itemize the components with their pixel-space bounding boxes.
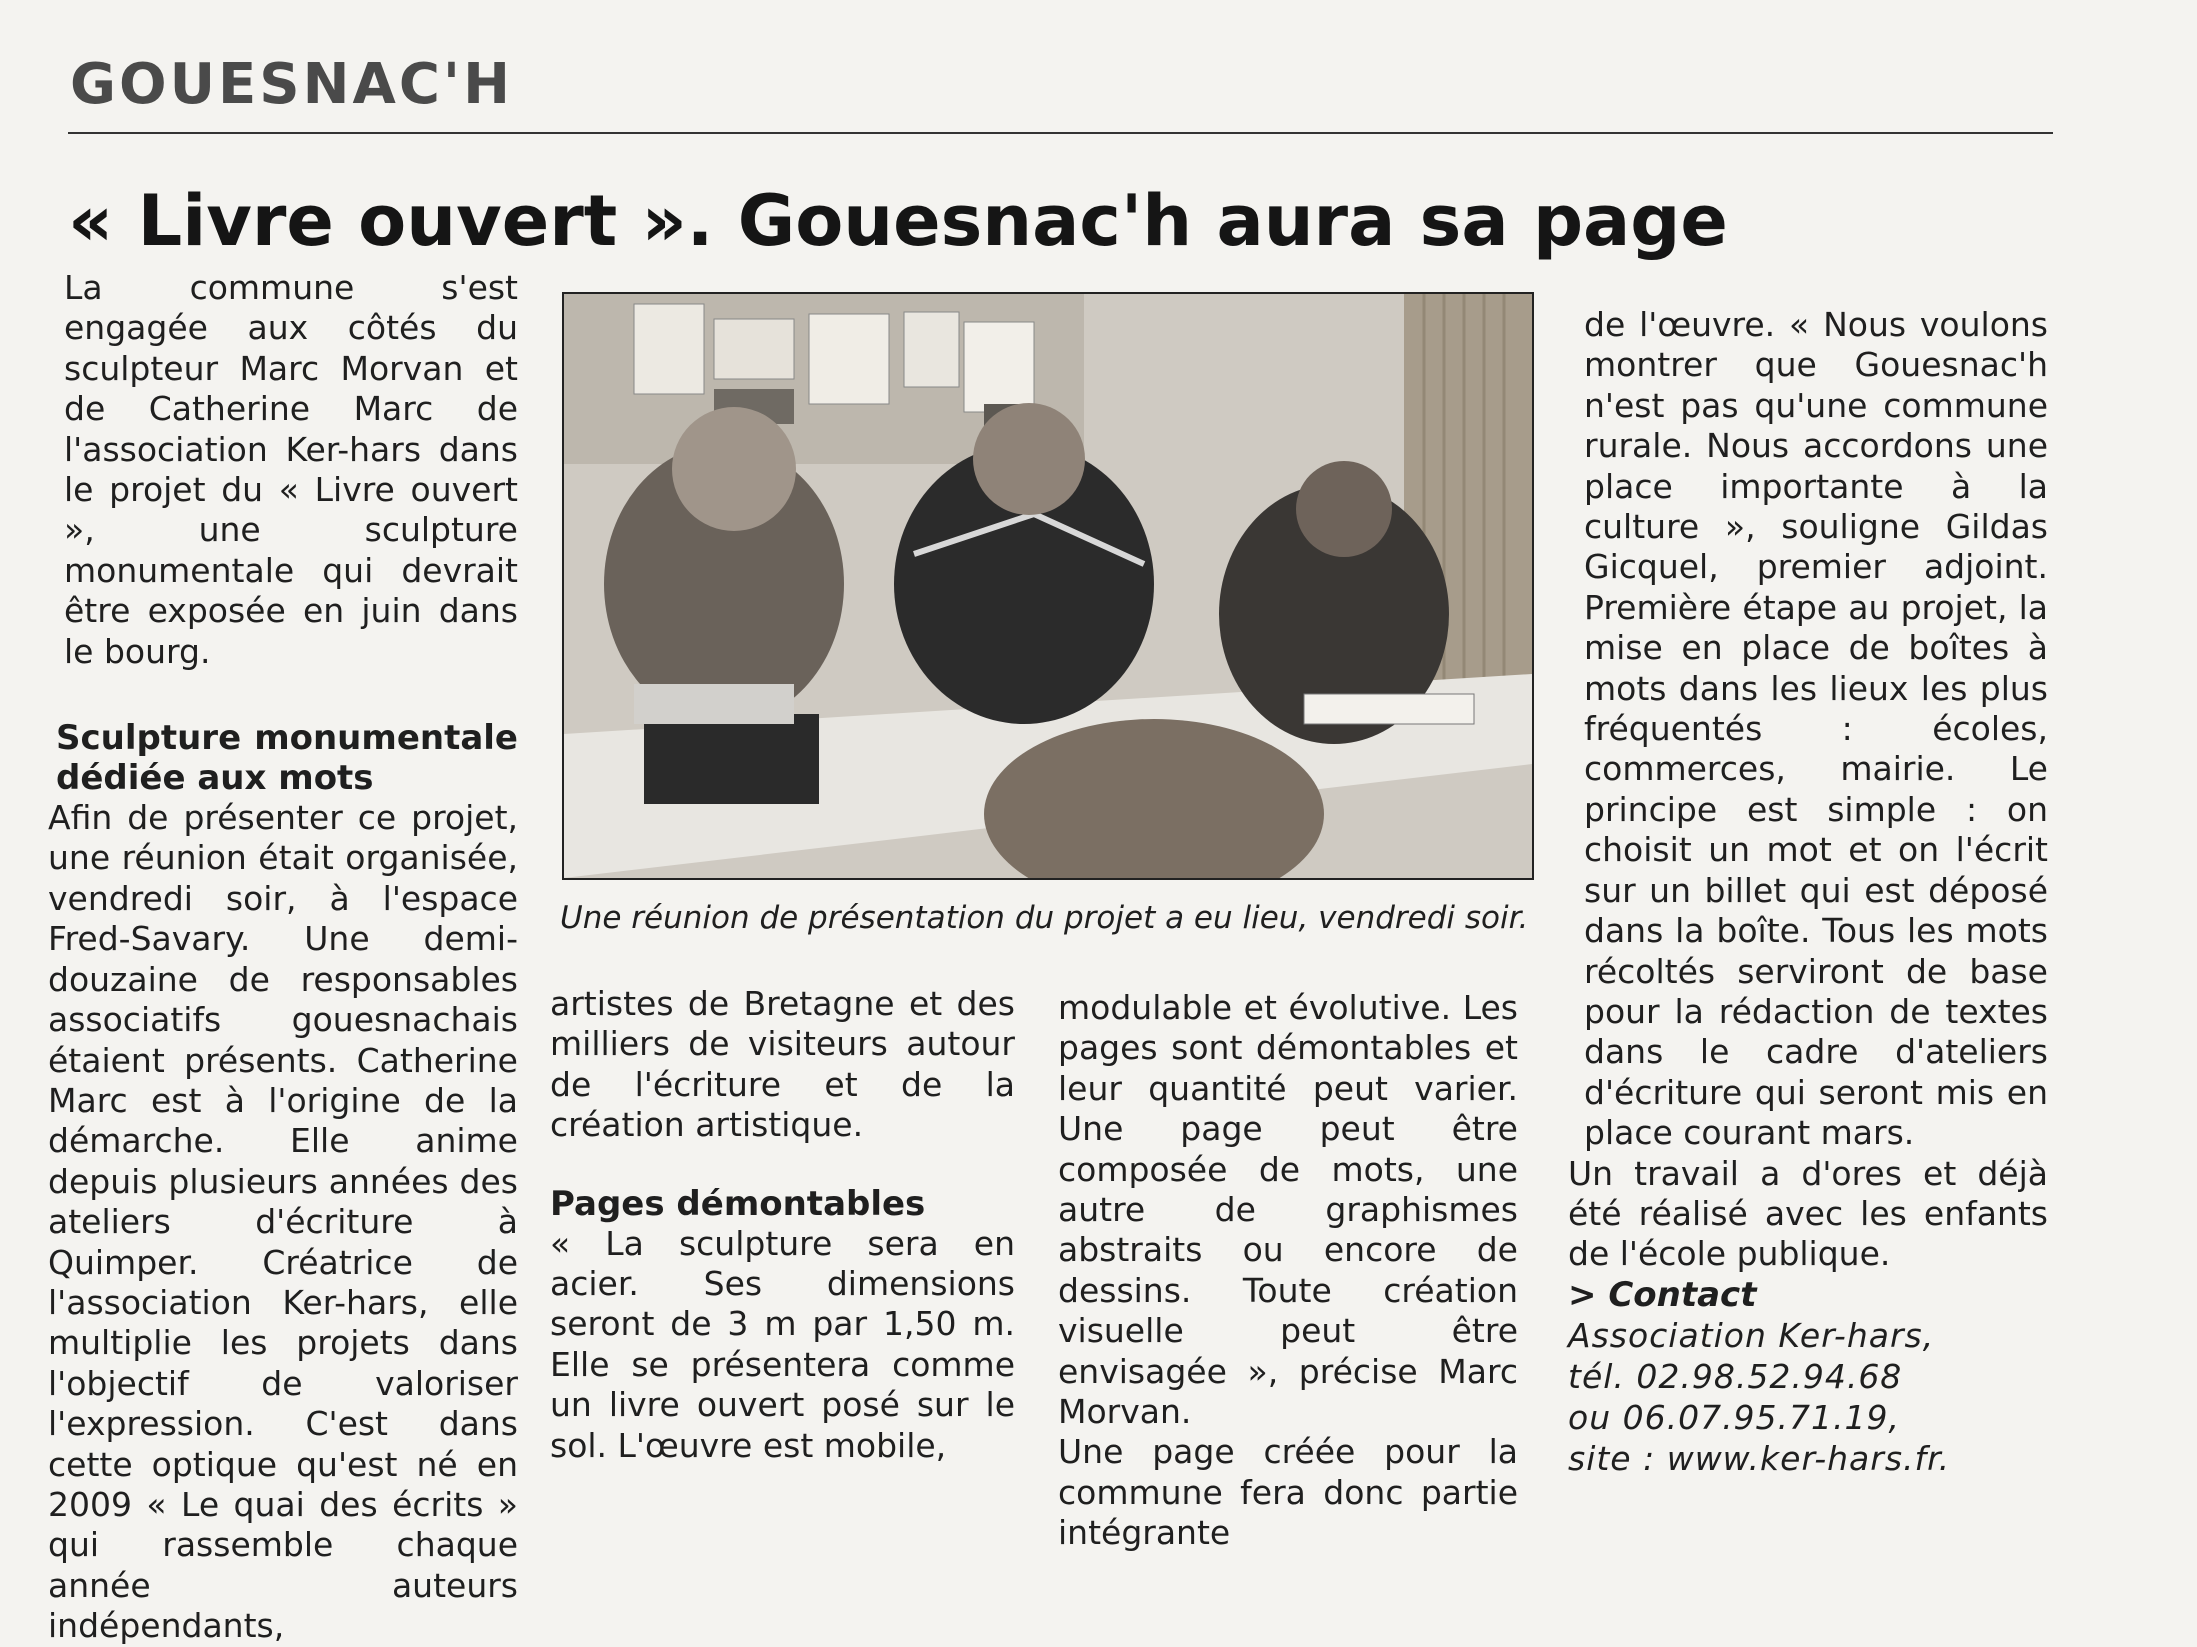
paragraph-sculpture: « La sculpture sera en acier. Ses dimensions seront de 3 m par 1,50 m. Elle se présentera comme un livre ouvert posé sur le sol. L'œuvre est mobile, bbox=[550, 1223, 1015, 1465]
contact-website: site : www.ker-hars.fr. bbox=[1568, 1439, 1951, 1479]
column-1 bbox=[40, 268, 518, 1647]
subhead-sculpture: Sculpture monumentale dédiée aux mots bbox=[56, 718, 518, 799]
contact-heading: > Contact bbox=[1568, 1274, 1757, 1315]
photo-caption: Une réunion de présentation du projet a eu lieu, vendredi soir. bbox=[560, 900, 1529, 936]
paragraph-modular: modulable et évolutive. Les pages sont démontables et leur quantité peut varier. Une page peut être composée de mots, une autre de graphismes abstraits ou encore de dessins. Toute création visuelle peut être envisagée », précise Marc Morvan. bbox=[1058, 988, 1518, 1432]
section-kicker: GOUESNAC'H bbox=[70, 52, 513, 117]
subhead-pages: Pages démontables bbox=[550, 1183, 926, 1224]
article-intro: La commune s'est engagée aux côtés du sculpteur Marc Morvan et de Catherine Marc de l'association Ker-hars dans le projet du « Livre ouvert », une sculpture monumentale qui devrait être exposée en juin dans le bourg. bbox=[64, 268, 518, 671]
meeting-photo-illustration bbox=[564, 294, 1532, 878]
paragraph-artists: artistes de Bretagne et des milliers de visiteurs autour de l'écriture et de la création artistique. bbox=[550, 984, 1015, 1145]
meeting-photo bbox=[562, 292, 1534, 880]
paragraph-school-work: Un travail a d'ores et déjà été réalisé avec les enfants de l'école publique. bbox=[1568, 1153, 2048, 1274]
article-headline: « Livre ouvert ». Gouesnac'h aura sa page bbox=[68, 180, 1728, 262]
column-2 bbox=[550, 984, 1015, 1466]
column-4 bbox=[1568, 305, 2048, 1479]
contact-org: Association Ker-hars, bbox=[1568, 1316, 1935, 1356]
paragraph-commune-page: Une page créée pour la commune fera donc partie intégrante bbox=[1058, 1432, 1518, 1553]
contact-phone-2: ou 06.07.95.71.19, bbox=[1568, 1398, 1900, 1438]
paragraph-word-boxes: de l'œuvre. « Nous voulons montrer que Gouesnac'h n'est pas qu'une commune rurale. Nous accordons une place importante à la culture », souligne Gildas Gicquel, premier adjoint. Première étape au projet, la mise en place de boîtes à mots dans les lieux les plus fréquentés : écoles, commerces, mairie. Le principe est simple : on choisit un mot et on l'écrit sur un billet qui est déposé dans la boîte. Tous les mots récoltés serviront de base pour la rédaction de textes dans le cadre d'ateliers d'écriture qui seront mis en place courant mars. bbox=[1584, 305, 2048, 1153]
paragraph-meeting: Afin de présenter ce projet, une réunion était organisée, vendredi soir, à l'espace Fred-Savary. Une demi-douzaine de responsables associatifs gouesnachais étaient présents. Catherine Marc est à l'origine de la démarche. Elle anime depuis plusieurs années des ateliers d'écriture à Quimper. Créatrice de l'association Ker-hars, elle multiplie les projets dans l'objectif de valoriser l'expression. C'est dans cette optique qu'est né en 2009 « Le quai des écrits » qui rassemble chaque année auteurs indépendants, bbox=[48, 798, 518, 1646]
header-rule bbox=[68, 132, 2053, 134]
contact-phone: tél. 02.98.52.94.68 bbox=[1568, 1357, 1903, 1397]
column-3 bbox=[1058, 988, 1518, 1554]
